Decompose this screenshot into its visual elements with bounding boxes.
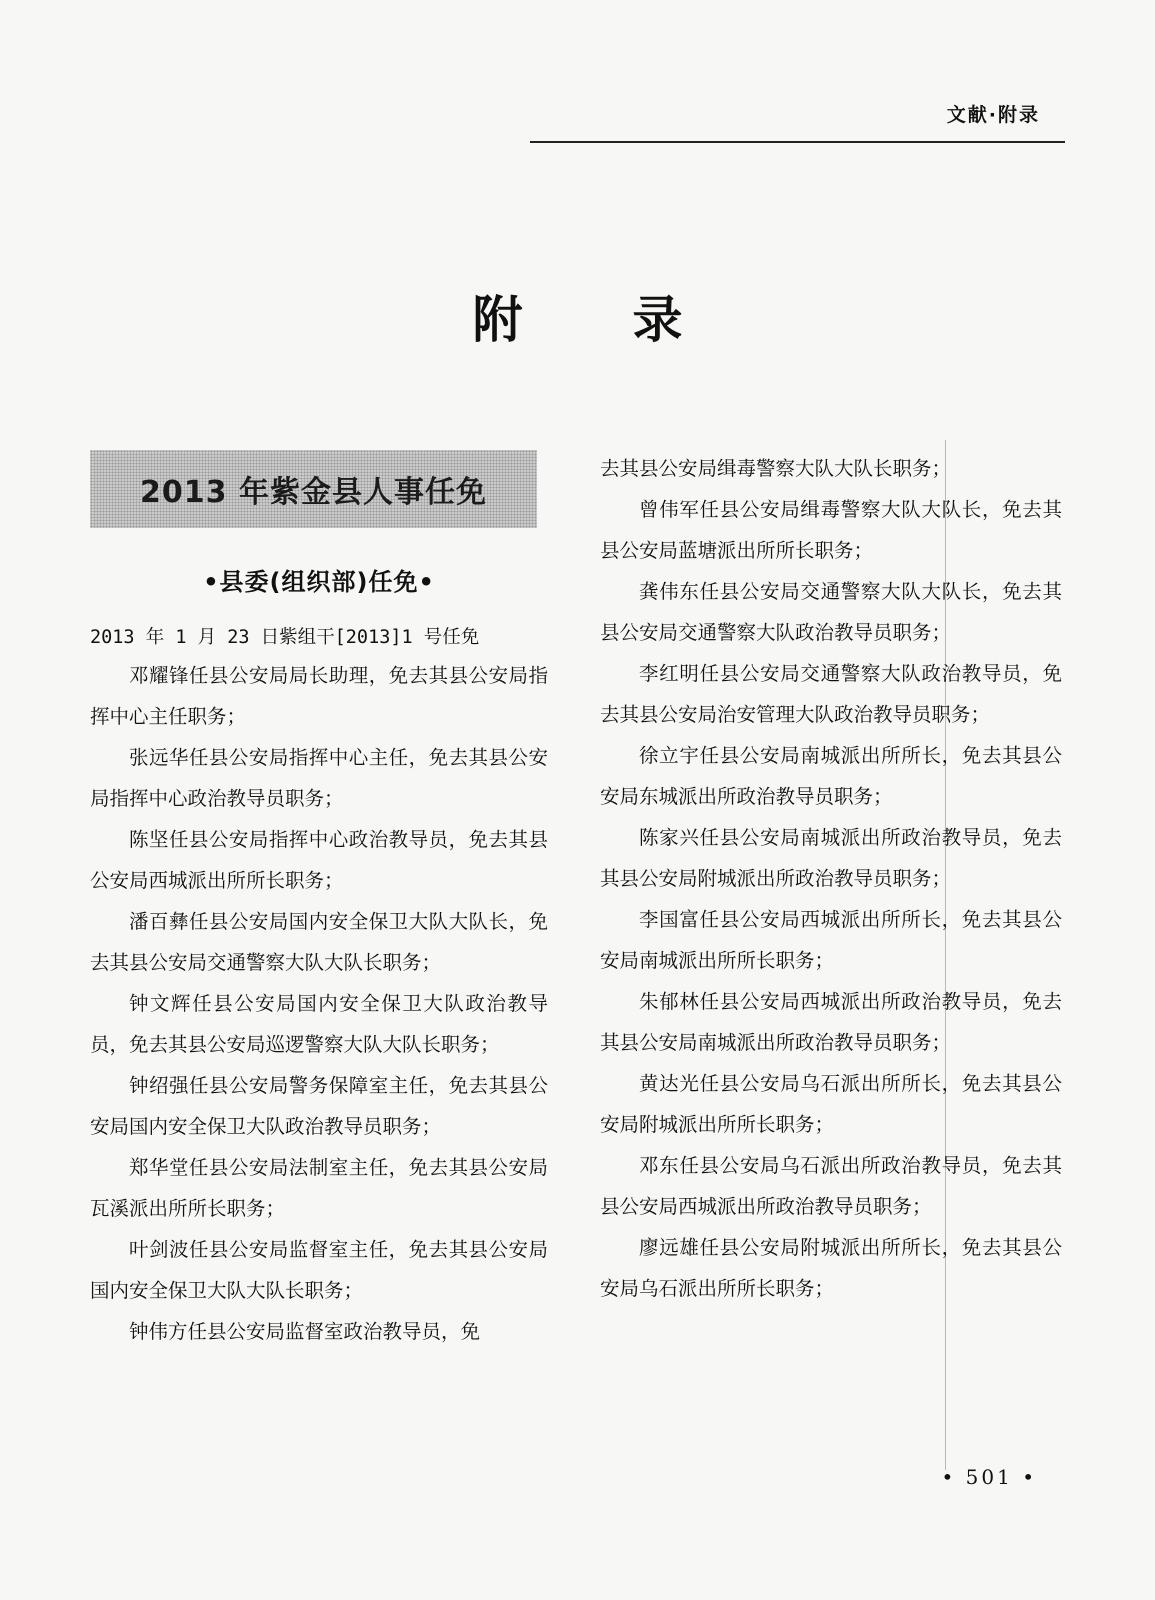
appointment-paragraph: 徐立宇任县公安局南城派出所所长，免去其县公安局东城派出所政治教导员职务；	[600, 744, 1062, 808]
appointment-paragraph: 李国富任县公安局西城派出所所长，免去其县公安局南城派出所所长职务；	[600, 908, 1062, 972]
appointment-paragraph: 李红明任县公安局交通警察大队政治教导员，免去其县公安局治安管理大队政治教导员职务；	[600, 662, 1062, 726]
appointment-paragraph: 朱郁林任县公安局西城派出所政治教导员，免去其县公安局南城派出所政治教导员职务；	[600, 990, 1062, 1054]
header-rule	[530, 141, 1065, 143]
appointment-paragraph: 黄达光任县公安局乌石派出所所长，免去其县公安局附城派出所所长职务；	[600, 1072, 1062, 1136]
appointment-paragraph: 陈家兴任县公安局南城派出所政治教导员，免去其县公安局附城派出所政治教导员职务；	[600, 826, 1062, 890]
appointment-paragraph: 曾伟军任县公安局缉毒警察大队大队长，免去其县公安局蓝塘派出所所长职务；	[600, 498, 1062, 562]
running-header: 文献·附录	[946, 104, 1040, 126]
appointment-paragraph: 廖远雄任县公安局附城派出所所长，免去其县公安局乌石派出所所长职务；	[600, 1236, 1062, 1300]
appointment-paragraph: 郑华堂任县公安局法制室主任，免去其县公安局瓦溪派出所所长职务；	[90, 1156, 548, 1220]
page-number: • 501 •	[941, 1465, 1037, 1489]
appointment-paragraph: 潘百彝任县公安局国内安全保卫大队大队长，免去其县公安局交通警察大队大队长职务；	[90, 910, 548, 974]
section-banner: 2013 年紫金县人事任免	[90, 450, 537, 528]
appointment-paragraph: 叶剑波任县公安局监督室主任，免去其县公安局国内安全保卫大队大队长职务；	[90, 1238, 548, 1302]
appointment-paragraph: 陈坚任县公安局指挥中心政治教导员，免去其县公安局西城派出所所长职务；	[90, 828, 548, 892]
appointment-paragraph: 张远华任县公安局指挥中心主任，免去其县公安局指挥中心政治教导员职务；	[90, 746, 548, 810]
document-date-line: 2013 年 1 月 23 日紫组干[2013]1 号任免	[90, 627, 480, 648]
appointment-paragraph: 龚伟东任县公安局交通警察大队大队长，免去其县公安局交通警察大队政治教导员职务；	[600, 580, 1062, 644]
appointment-paragraph: 钟绍强任县公安局警务保障室主任，免去其县公安局国内安全保卫大队政治教导员职务；	[90, 1074, 548, 1138]
appointment-paragraph: 邓耀锋任县公安局局长助理，免去其县公安局指挥中心主任职务；	[90, 664, 548, 728]
left-column	[90, 450, 548, 1352]
right-column	[600, 448, 1062, 1309]
page-title: 附录	[472, 290, 793, 349]
continued-paragraph: 去其县公安局缉毒警察大队大队长职务；	[600, 457, 952, 480]
subsection-heading: •县委(组织部)任免•	[203, 568, 435, 596]
appointment-paragraph: 邓东任县公安局乌石派出所政治教导员，免去其县公安局西城派出所政治教导员职务；	[600, 1154, 1062, 1218]
appointment-paragraph: 钟文辉任县公安局国内安全保卫大队政治教导员，免去其县公安局巡逻警察大队大队长职务；	[90, 992, 548, 1056]
appointment-paragraph: 钟伟方任县公安局监督室政治教导员，免	[129, 1320, 481, 1343]
